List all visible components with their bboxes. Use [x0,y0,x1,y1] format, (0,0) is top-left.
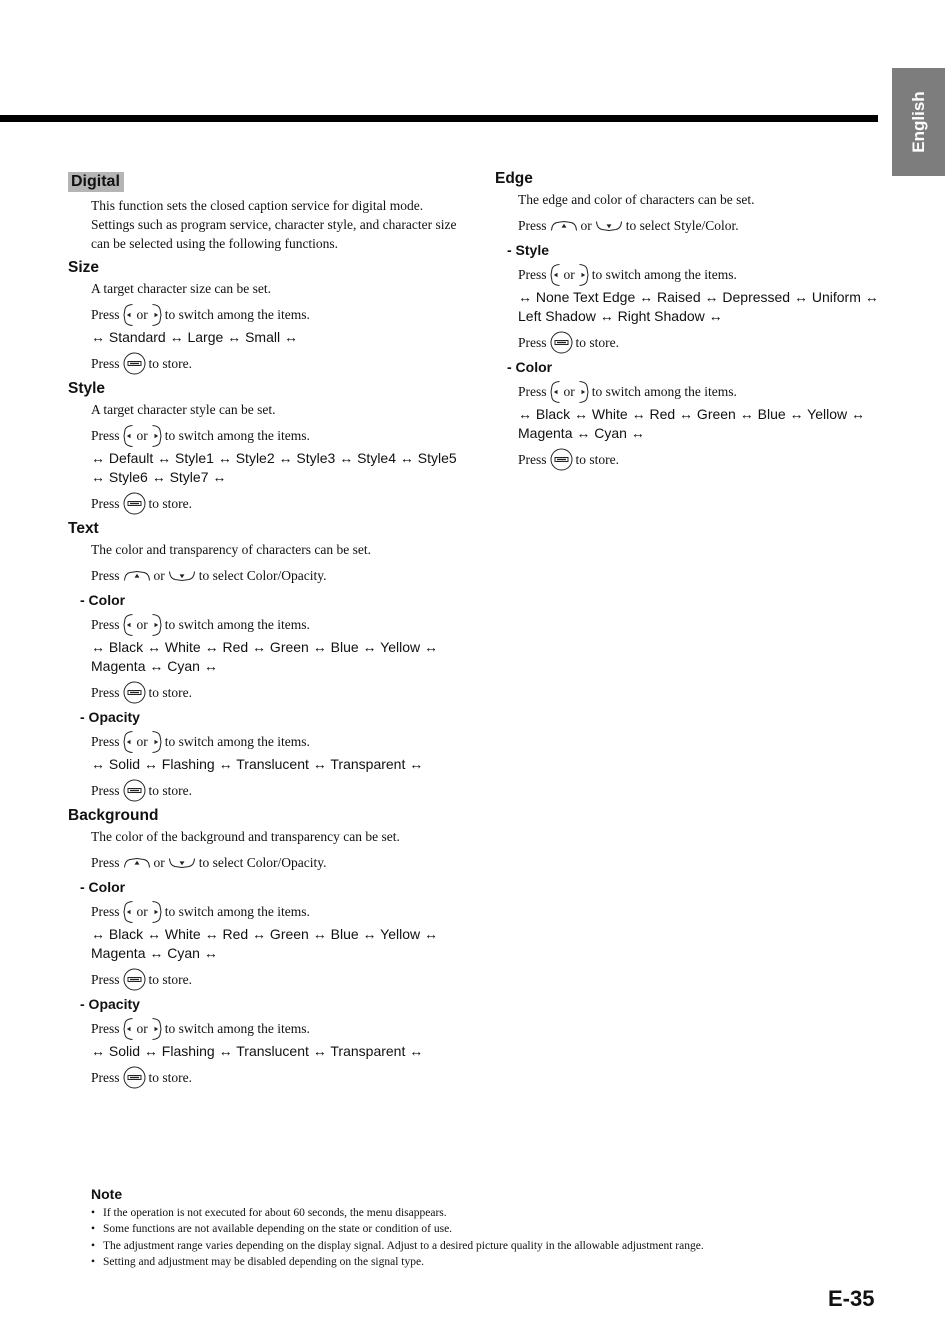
instruction-text: to switch among the items. [164,428,310,443]
press-word: Press [91,617,120,632]
press-word: Press [91,782,120,798]
edge-color-switch-instruction [518,380,895,402]
note-item: • If the operation is not executed for about 60 seconds, the menu disappears. [91,1205,871,1221]
instruction-text: to switch among the items. [591,384,737,399]
enter-button-icon [123,1066,146,1089]
size-options: ↔ Standard ↔ Large ↔ Small ↔ [91,329,298,345]
or-word: or [580,217,592,233]
instruction-text: to store. [575,334,620,350]
press-word: Press [91,307,120,322]
instruction-text: to store. [148,782,193,798]
language-tab-label: English [908,91,928,153]
background-color-options: ↔ Black ↔ White ↔ Red ↔ Green ↔ Blue ↔ Yellow ↔ Magenta ↔ Cyan ↔ [91,926,439,961]
press-word: Press [91,567,120,583]
edge-style-switch-instruction [518,263,895,285]
enter-button-icon [123,779,146,802]
instruction-text: to store. [148,495,193,511]
page-number: E-35 [828,1286,875,1311]
down-button-icon [595,220,623,232]
instruction-text: to switch among the items. [164,307,310,322]
or-word: or [563,384,575,399]
enter-button-icon [123,352,146,375]
instruction-text: to store. [148,1069,193,1085]
press-word: Press [518,334,547,350]
note-item: • Setting and adjustment may be disabled depending on the signal type. [91,1254,871,1270]
press-word: Press [91,684,120,700]
background-heading: Background [68,807,159,824]
text-opacity-switch-instruction [91,730,468,752]
left-column [68,172,468,1091]
instruction-text: to switch among the items. [591,267,737,282]
down-button-icon [168,570,196,582]
or-word: or [153,854,165,870]
right-button-icon [151,424,162,448]
instruction-text: to switch among the items. [164,734,310,749]
edge-color-store-instruction [518,448,895,470]
press-word: Press [91,428,120,443]
left-button-icon [123,900,134,924]
right-button-icon [151,613,162,637]
left-button-icon [123,613,134,637]
press-word: Press [91,355,120,371]
background-description: The color of the background and transparency can be set. [91,829,400,844]
press-word: Press [91,734,120,749]
press-word: Press [91,495,120,511]
size-switch-instruction [91,303,468,325]
size-heading: Size [68,259,100,276]
or-word: or [136,428,148,443]
right-button-icon [151,303,162,327]
press-word: Press [518,267,547,282]
or-word: or [136,904,148,919]
press-word: Press [91,971,120,987]
instruction-text: to select Color/Opacity. [198,854,327,870]
text-color-store-instruction [91,681,468,703]
press-word: Press [91,854,120,870]
note-heading: Note [91,1186,123,1202]
instruction-text: to store. [148,971,193,987]
right-button-icon [578,263,589,287]
style-options: ↔ Default ↔ Style1 ↔ Style2 ↔ Style3 ↔ Style4 ↔ Style5 ↔ Style6 ↔ Style7 ↔ [91,450,457,485]
text-description: The color and transparency of characters can be set. [91,542,371,557]
text-opacity-heading: - Opacity [80,709,140,725]
text-color-switch-instruction [91,613,468,635]
press-word: Press [91,1021,120,1036]
background-opacity-switch-instruction [91,1017,468,1039]
or-word: or [153,567,165,583]
size-store-instruction [91,352,468,374]
up-button-icon [550,220,578,232]
edge-heading: Edge [495,170,533,187]
press-word: Press [518,451,547,467]
right-button-icon [578,380,589,404]
header-rule [0,115,878,122]
note-item: • Some functions are not available depending on the state or condition of use. [91,1221,871,1237]
enter-button-icon [123,968,146,991]
right-button-icon [151,1017,162,1041]
text-heading: Text [68,520,99,537]
text-opacity-options: ↔ Solid ↔ Flashing ↔ Translucent ↔ Transparent ↔ [91,756,424,772]
instruction-text: to store. [148,355,193,371]
background-opacity-store-instruction [91,1066,468,1088]
left-button-icon [123,730,134,754]
text-color-heading: - Color [80,592,126,608]
left-button-icon [550,380,561,404]
edge-style-store-instruction [518,331,895,353]
edge-description: The edge and color of characters can be set. [518,192,755,207]
or-word: or [563,267,575,282]
instruction-text: to switch among the items. [164,1021,310,1036]
text-opacity-store-instruction [91,779,468,801]
style-description: A target character style can be set. [91,402,276,417]
text-select-instruction [91,564,468,586]
note-item: • The adjustment range varies depending on the display signal. Adjust to a desired picture quality in the allowable adjustment range. [91,1238,871,1254]
edge-color-heading: - Color [507,359,553,375]
press-word: Press [91,1069,120,1085]
note-section [91,1186,871,1271]
background-color-switch-instruction [91,900,468,922]
left-button-icon [123,424,134,448]
down-button-icon [168,857,196,869]
right-column [495,170,895,473]
press-word: Press [518,217,547,233]
size-description: A target character size can be set. [91,281,272,296]
right-button-icon [151,900,162,924]
or-word: or [136,1021,148,1036]
edge-select-instruction [518,214,895,236]
background-select-instruction [91,851,468,873]
instruction-text: to select Color/Opacity. [198,567,327,583]
background-color-store-instruction [91,968,468,990]
style-store-instruction [91,492,468,514]
edge-style-options: ↔ None Text Edge ↔ Raised ↔ Depressed ↔ Uniform ↔ Left Shadow ↔ Right Shadow ↔ [518,289,879,324]
style-switch-instruction [91,424,468,446]
enter-button-icon [550,331,573,354]
or-word: or [136,617,148,632]
up-button-icon [123,857,151,869]
background-color-heading: - Color [80,879,126,895]
edge-style-heading: - Style [507,242,550,258]
language-tab [892,68,945,176]
right-button-icon [151,730,162,754]
enter-button-icon [123,492,146,515]
left-button-icon [123,303,134,327]
background-opacity-heading: - Opacity [80,996,140,1012]
text-color-options: ↔ Black ↔ White ↔ Red ↔ Green ↔ Blue ↔ Yellow ↔ Magenta ↔ Cyan ↔ [91,639,439,674]
left-button-icon [123,1017,134,1041]
style-heading: Style [68,380,106,397]
edge-color-options: ↔ Black ↔ White ↔ Red ↔ Green ↔ Blue ↔ Yellow ↔ Magenta ↔ Cyan ↔ [518,406,866,441]
instruction-text: to store. [148,684,193,700]
instruction-text: to store. [575,451,620,467]
press-word: Press [518,384,547,399]
enter-button-icon [123,681,146,704]
instruction-text: to switch among the items. [164,904,310,919]
digital-heading: Digital [68,172,124,192]
up-button-icon [123,570,151,582]
or-word: or [136,307,148,322]
digital-description: This function sets the closed caption service for digital mode. Settings such as program service, character style, and character size can be selected using the following functions. [91,198,457,251]
enter-button-icon [550,448,573,471]
instruction-text: to select Style/Color. [625,217,739,233]
left-button-icon [550,263,561,287]
instruction-text: to switch among the items. [164,617,310,632]
or-word: or [136,734,148,749]
press-word: Press [91,904,120,919]
background-opacity-options: ↔ Solid ↔ Flashing ↔ Translucent ↔ Transparent ↔ [91,1043,424,1059]
